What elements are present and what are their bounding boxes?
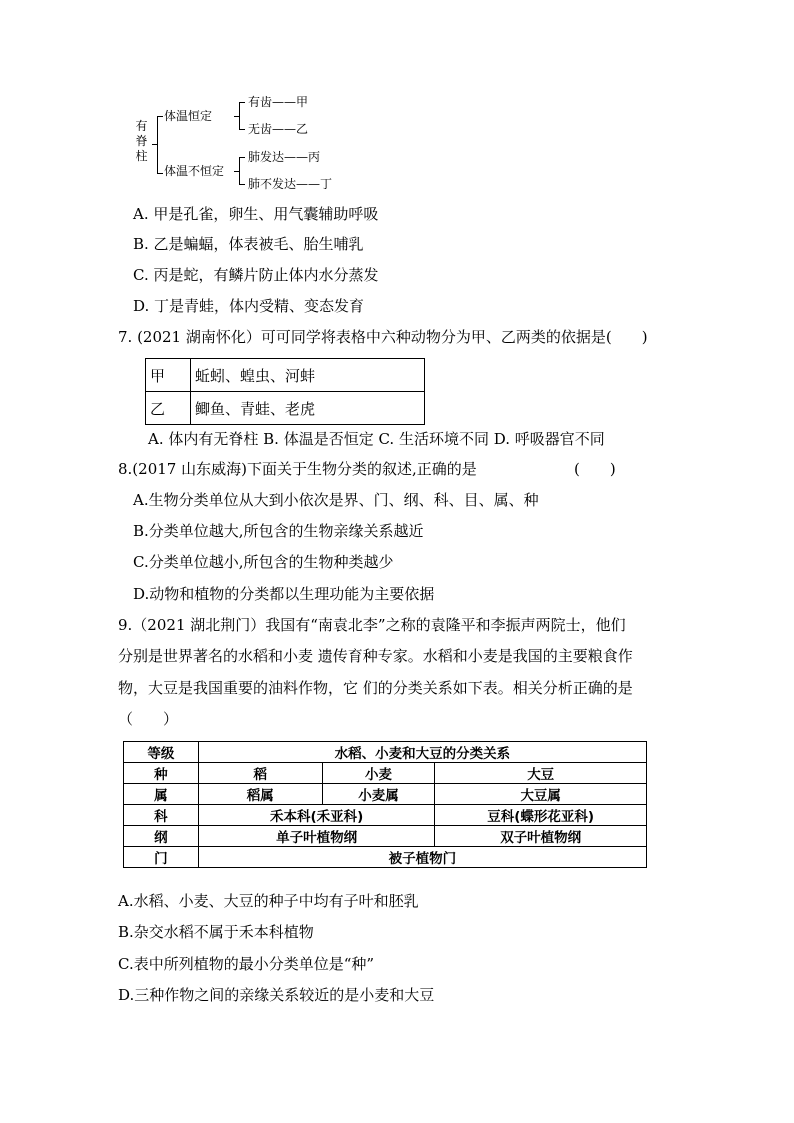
q8-option-d: D.动物和植物的分类都以生理功能为主要依据 [133, 585, 435, 603]
table-level-cell: 种 [124, 763, 199, 784]
q8-option-b: B.分类单位越大,所包含的生物亲缘关系越近 [133, 522, 424, 540]
table-row [124, 784, 647, 805]
key-leaf-bing: 肺发达——丙 [248, 150, 321, 164]
table-row [124, 847, 647, 868]
key-leaf-yi: 无齿——乙 [248, 122, 309, 136]
table-cell: 大豆 [435, 763, 647, 784]
table-row [146, 392, 425, 425]
q7-group-animals: 鲫鱼、青蛙、老虎 [191, 392, 425, 425]
table-cell: 禾本科(禾亚科) [198, 805, 435, 826]
table-cell: 稻 [198, 763, 322, 784]
q7-group-label: 乙 [146, 392, 191, 425]
q9-option-d: D.三种作物之间的亲缘关系较近的是小麦和大豆 [118, 986, 435, 1004]
q9-stem-line-3: 物，大豆是我国重要的油料作物，它 们的分类关系如下表。相关分析正确的是 [118, 679, 633, 697]
table-cell: 豆科(蝶形花亚科) [435, 805, 647, 826]
q9-classification-table [123, 741, 647, 868]
table-row [146, 359, 425, 392]
table-level-cell: 门 [124, 847, 199, 868]
table-cell: 单子叶植物纲 [198, 826, 435, 847]
q7-group-label: 甲 [146, 359, 191, 392]
q8-option-a: A.生物分类单位从大到小依次是界、门、纲、科、目、属、种 [133, 491, 539, 509]
q8-option-c: C.分类单位越小,所包含的生物种类越少 [133, 553, 394, 571]
table-level-cell: 属 [124, 784, 199, 805]
table-header-level: 等级 [124, 742, 199, 763]
key-leaf-ding: 肺不发达——丁 [248, 177, 333, 191]
table-level-cell: 科 [124, 805, 199, 826]
table-cell: 稻属 [198, 784, 322, 805]
table-cell: 双子叶植物纲 [435, 826, 647, 847]
q9-stem-line-4: （ ） [118, 710, 179, 728]
q9-stem-line-2: 分别是世界著名的水稻和小麦 遗传育种专家。水稻和小麦是我国的主要粮食作 [118, 647, 633, 665]
table-row [124, 763, 647, 784]
table-cell: 小麦属 [322, 784, 435, 805]
table-row [124, 805, 647, 826]
q6-option-d: D. 丁是青蛙，体内受精、变态发育 [133, 297, 365, 315]
q9-option-b: B.杂交水稻不属于禾本科植物 [118, 923, 314, 941]
q6-option-a: A. 甲是孔雀，卵生、用气囊辅助呼吸 [133, 205, 379, 223]
key-branch-temp-constant: 体温恒定 [164, 109, 213, 123]
key-branch-temp-variable: 体温不恒定 [164, 164, 225, 178]
table-header-title: 水稻、小麦和大豆的分类关系 [198, 742, 646, 763]
table-row [124, 826, 647, 847]
key-leaf-jia: 有齿——甲 [248, 95, 309, 109]
table-cell: 小麦 [322, 763, 435, 784]
table-level-cell: 纲 [124, 826, 199, 847]
q8-answer-paren: ( ) [574, 460, 616, 478]
q7-group-animals: 蚯蚓、蝗虫、河蚌 [191, 359, 425, 392]
q9-option-a: A.水稻、小麦、大豆的种子中均有子叶和胚乳 [118, 892, 419, 910]
q6-option-c: C. 丙是蛇，有鳞片防止体内水分蒸发 [133, 266, 379, 284]
table-cell: 大豆属 [435, 784, 647, 805]
q7-stem: 7. (2021 湖南怀化）可可同学将表格中六种动物分为甲、乙两类的依据是( ) [118, 328, 648, 346]
q9-stem-line-1: 9.（2021 湖北荆门）我国有“南袁北李”之称的袁隆平和李振声两院士，他们 [118, 616, 626, 634]
table-row [124, 742, 647, 763]
q9-option-c: C.表中所列植物的最小分类单位是“种” [118, 955, 375, 973]
q7-table [145, 358, 425, 425]
q6-option-b: B. 乙是蝙蝠，体表被毛、胎生哺乳 [133, 235, 364, 253]
q8-stem: 8.(2017 山东威海)下面关于生物分类的叙述,正确的是 [118, 460, 477, 478]
q7-options: A. 体内有无脊柱 B. 体温是否恒定 C. 生活环境不同 D. 呼吸器官不同 [148, 430, 605, 448]
key-root: 有脊柱 [135, 119, 148, 163]
table-cell: 被子植物门 [198, 847, 646, 868]
